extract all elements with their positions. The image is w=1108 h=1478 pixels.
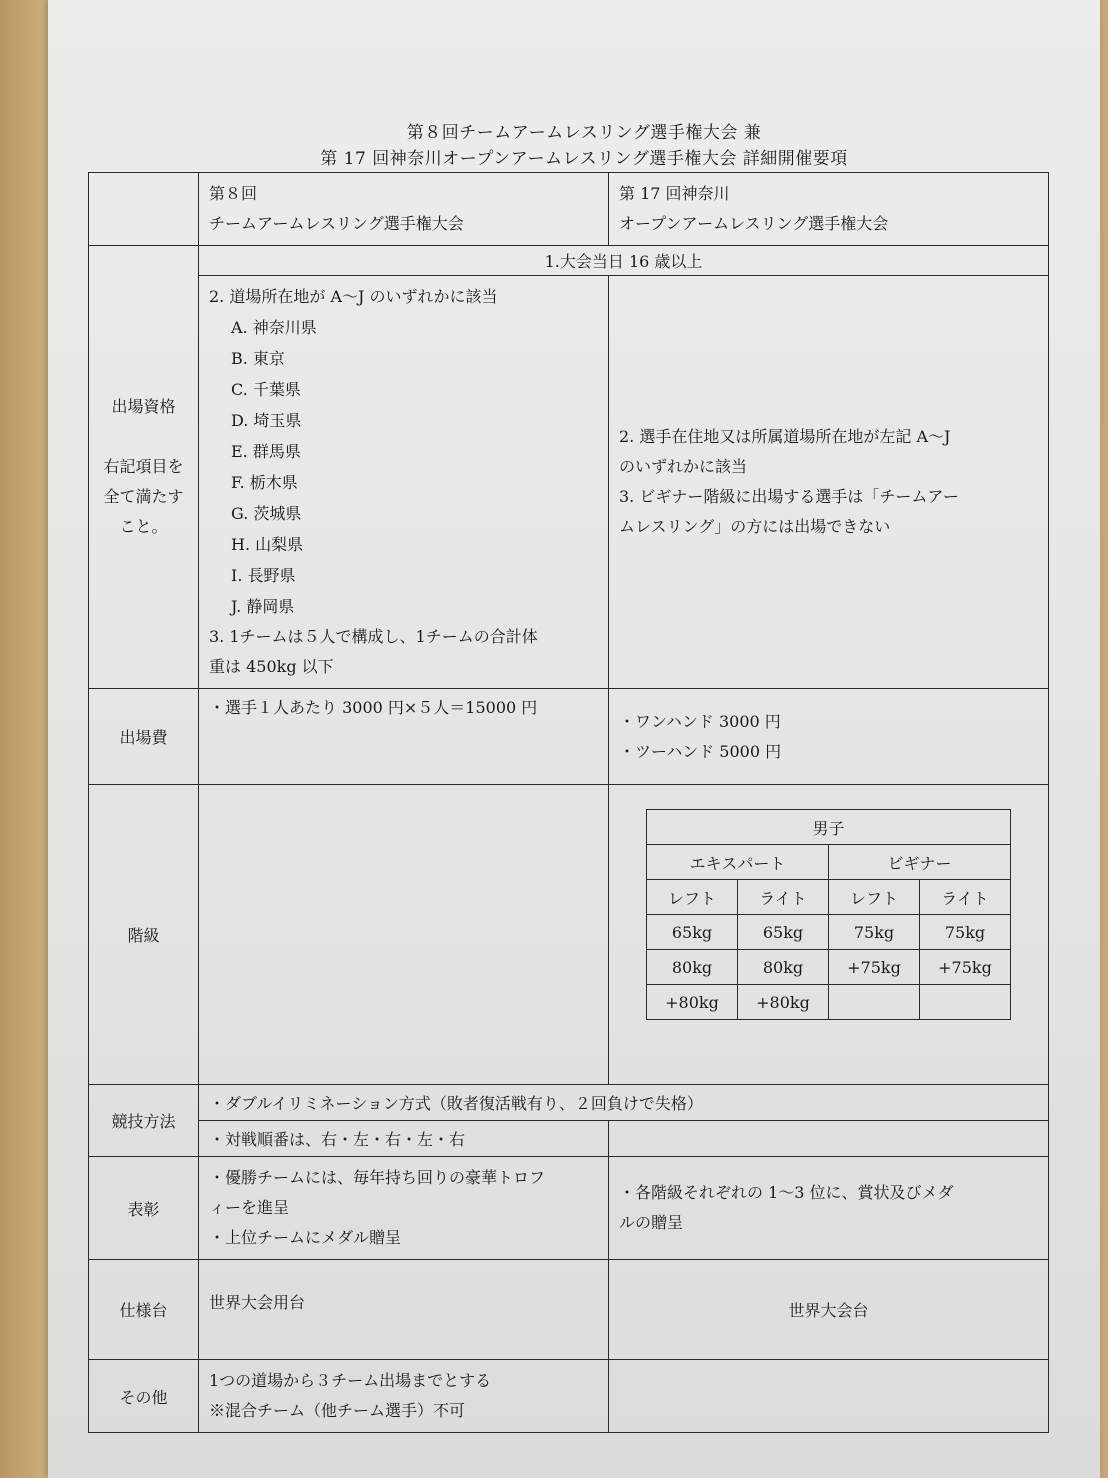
prefecture-item: J. 静岡県 [231,597,295,616]
eligibility-row [89,276,1049,689]
eligibility-team-item3-line2: 重は 450kg 以下 [209,657,334,676]
prefecture-item: E. 群馬県 [231,442,301,461]
document-sheet [48,0,1100,1478]
award-team-cell [199,1157,609,1260]
event-details-table [88,172,1049,1433]
class-side: レフト [829,880,920,915]
class-cell: 80kg [647,950,738,985]
award-team-line2: ィーを進呈 [209,1198,290,1217]
prefecture-item: B. 東京 [231,349,285,368]
class-side: レフト [647,880,738,915]
class-cell: +80kg [647,985,738,1020]
award-open-line2: ルの贈呈 [619,1213,684,1232]
classes-row [89,785,1049,1085]
eligibility-open-line3: 3. ビギナー階級に出場する選手は「チームアー [619,487,959,506]
method-open-blank [609,1121,1049,1157]
award-open-line1: ・各階級それぞれの 1～3 位に、賞状及びメダ [619,1183,954,1202]
class-cell: 75kg [829,915,920,950]
fee-open-cell [609,689,1049,785]
award-label: 表彰 [89,1157,199,1260]
eligibility-common: 1.大会当日 16 歳以上 [199,246,1049,276]
prefecture-item: G. 茨城県 [231,504,302,523]
fee-label: 出場費 [89,689,199,785]
eligibility-open-cell [609,276,1049,689]
class-cell [920,985,1011,1020]
class-cell: 65kg [738,915,829,950]
eligibility-label-cell [89,246,199,689]
header-team-line2: チームアームレスリング選手権大会 [209,214,464,233]
method-label: 競技方法 [89,1085,199,1157]
method-line1: ・ダブルイリミネーション方式（敗者復活戦有り、２回負けで失格） [199,1085,1049,1121]
eligibility-common-row [89,246,1049,276]
header-open-event [609,173,1049,246]
fee-row [89,689,1049,785]
fee-open-line2: ・ツーハンド 5000 円 [619,741,782,761]
award-team-line1: ・優勝チームには、毎年持ち回りの豪華トロフ [209,1168,546,1187]
classes-team-cell [199,785,609,1085]
class-cell [829,985,920,1020]
header-team-event [199,173,609,246]
eligibility-label: 出場資格 [111,397,176,416]
table-spec-team: 世界大会用台 [199,1260,609,1360]
class-cell: +80kg [738,985,829,1020]
header-open-line1: 第 17 回神奈川 [619,184,730,203]
document-title-line2: 第 17 回神奈川オープンアームレスリング選手権大会 詳細開催要項 [320,149,848,169]
method-line2: ・対戦順番は、右・左・右・左・右 [199,1121,609,1157]
eligibility-team-item3-line1: 3. 1チームは５人で構成し、1チームの合計体 [209,627,538,646]
class-cell: 80kg [738,950,829,985]
class-group-expert: エキスパート [647,845,829,880]
table-spec-label: 仕様台 [89,1260,199,1360]
prefecture-item: F. 栃木県 [231,473,298,492]
table-spec-open: 世界大会台 [609,1260,1049,1360]
table-spec-row [89,1260,1049,1360]
class-side: ライト [738,880,829,915]
class-cell: +75kg [920,950,1011,985]
class-cell: +75kg [829,950,920,985]
eligibility-note-2: 全て満たす [103,487,184,506]
prefecture-item: C. 千葉県 [231,380,301,399]
method-row-1 [89,1085,1049,1121]
other-open-blank [609,1360,1049,1433]
header-blank-cell [89,173,199,246]
other-team-line1: 1つの道場から３チーム出場までとする [209,1371,492,1390]
method-row-2 [89,1121,1049,1157]
award-open-cell [609,1157,1049,1260]
eligibility-open-line1: 2. 選手在住地又は所属道場所在地が左記 A～J [619,427,951,446]
header-row [89,173,1049,246]
other-label: その他 [89,1360,199,1433]
fee-team: ・選手１人あたり 3000 円×５人＝15000 円 [199,689,609,785]
prefecture-item: A. 神奈川県 [231,318,317,337]
weight-class-table [646,809,1011,1020]
eligibility-note-3: こと。 [119,517,168,536]
class-cell: 75kg [920,915,1011,950]
eligibility-open-line2: のいずれかに該当 [619,457,748,476]
classes-open-cell [609,785,1049,1085]
fee-open-line1: ・ワンハンド 3000 円 [619,711,781,731]
other-team-line2: ※混合チーム（他チーム選手）不可 [209,1401,466,1420]
eligibility-open-line4: ムレスリング」の方には出場できない [619,517,891,536]
other-row [89,1360,1049,1433]
class-cell: 65kg [647,915,738,950]
eligibility-team-cell [199,276,609,689]
prefecture-item: H. 山梨県 [231,535,304,554]
class-side: ライト [920,880,1011,915]
header-team-line1: 第８回 [209,184,258,203]
prefecture-item: I. 長野県 [231,566,296,585]
document-title-line1: 第８回チームアームレスリング選手権大会 兼 [406,123,762,143]
class-group-beginner: ビギナー [829,845,1011,880]
prefecture-item: D. 埼玉県 [231,411,302,430]
class-header: 男子 [647,810,1011,845]
award-row [89,1157,1049,1260]
award-team-line3: ・上位チームにメダル贈呈 [209,1228,402,1247]
other-team-cell [199,1360,609,1433]
eligibility-note-1: 右記項目を [103,457,184,476]
classes-label: 階級 [89,785,199,1085]
eligibility-team-item2: 2. 道場所在地が A～J のいずれかに該当 [209,287,498,306]
header-open-line2: オープンアームレスリング選手権大会 [619,214,889,233]
